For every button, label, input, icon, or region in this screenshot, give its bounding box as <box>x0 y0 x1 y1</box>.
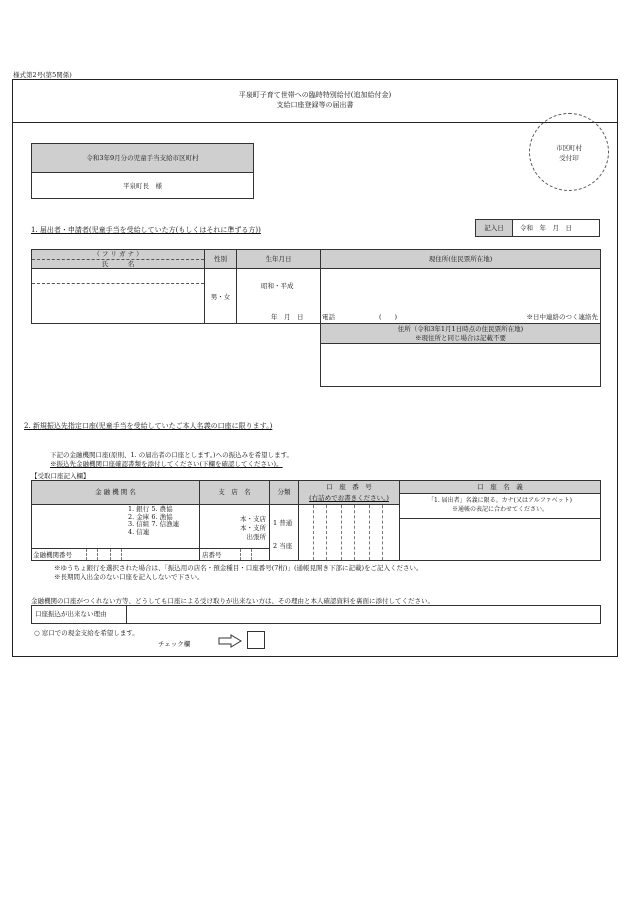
prev-address-header <box>320 323 601 344</box>
bank-option-2: 2. 金庫 6. 漁協 <box>128 512 173 521</box>
account-holder-field[interactable] <box>399 518 601 561</box>
bank-code-field[interactable] <box>31 548 200 561</box>
branch-option-1: 本・支店 <box>240 515 266 523</box>
holder-note2: ※通帳の表記に合わせてください。 <box>451 506 548 513</box>
account-number-note: (右詰めでお書きください。) <box>309 494 389 502</box>
name-header-cell <box>31 249 205 269</box>
holder-header: 口 座 名 義 <box>399 480 601 494</box>
bank-type-options <box>128 506 179 536</box>
branch-type-options <box>240 515 266 542</box>
account-number-header <box>298 480 400 505</box>
furigana-label: （ フ リ ガ ナ ） <box>32 250 204 260</box>
bank-option-4: 4. 信連 <box>128 527 150 536</box>
branch-code-field[interactable] <box>199 548 270 561</box>
phone-note: ※日中連絡のつく連絡先 <box>526 313 598 321</box>
branch-option-3: 出張所 <box>246 533 266 541</box>
address-header: 現住所(住民票所在地) <box>320 249 601 269</box>
section2-title: 2. 新規振込先指定口座(児童手当を受給していたご本人名義の口座に限ります。) <box>24 422 273 430</box>
entry-date-field[interactable]: 令和 年 月 日 <box>520 224 572 232</box>
bank-name-header: 金 融 機 関 名 <box>31 480 200 505</box>
no-account-intro: 金融機関の口座がつくれない方等、どうしても口座による受け取りが出来ない方は、その理由と本人確認資料を裏面に添付してください。 <box>31 597 434 605</box>
type-option-2: 2 当座 <box>273 542 293 550</box>
addressee-box <box>31 143 254 199</box>
section1-title: 1. 届出者・申請者(児童手当を受給していた方(もしくはそれに準ずる方)) <box>31 226 261 234</box>
bank-option-1: 1. 銀行 5. 農協 <box>128 505 173 513</box>
era-options: 昭和・平成 <box>261 282 294 290</box>
prev-address-label: 住所（令和3年1月1日時点の住民票所在地) <box>397 325 524 333</box>
no-account-reason-field[interactable] <box>127 606 600 623</box>
account-number-field[interactable] <box>298 504 400 561</box>
cash-option-text: ○ 窓口での現金支給を希望します。 <box>34 629 139 637</box>
form-number-label: 様式第2号(第5関係) <box>13 71 72 79</box>
name-field[interactable] <box>31 268 205 324</box>
holder-note-cell <box>399 493 601 519</box>
branch-code-label: 店番号 <box>202 551 222 559</box>
dormant-account-note: ※長期間入出金のない口座を記入しないで下さい。 <box>54 573 204 581</box>
addressee-header: 令和3年9月分の児童手当支給市区町村 <box>32 144 253 173</box>
form-title <box>12 79 618 123</box>
phone-field[interactable]: ( ) <box>379 313 398 321</box>
arrow-right-icon <box>218 634 242 648</box>
branch-field[interactable] <box>199 504 270 549</box>
section2-intro: 下記の金融機関口座(原則、1. の届出者の口座とします。)への振込みを希望します。 <box>50 451 294 459</box>
sex-field[interactable]: 男・女 <box>204 268 237 324</box>
stamp-line1: 市区町村 <box>556 144 582 152</box>
sex-header: 性別 <box>204 249 237 269</box>
check-label: チェック欄 <box>158 640 191 648</box>
type-option-1: 1 普通 <box>273 519 293 527</box>
type-header: 分類 <box>269 480 299 505</box>
stamp-line2: 受付印 <box>559 154 579 162</box>
prev-address-field[interactable] <box>320 343 601 387</box>
no-account-reason-label: 口座振込が出来ない理由 <box>32 606 127 623</box>
address-field[interactable] <box>320 268 601 324</box>
form-title-line1: 平泉町子育て世帯への臨時特別給付(追加給付金) <box>238 91 392 99</box>
receipt-account-label: 【受取口座記入欄】 <box>31 472 90 480</box>
cash-check-box[interactable] <box>247 631 265 649</box>
addressee-name: 平泉町長 様 <box>123 182 162 190</box>
bank-option-3: 3. 信組 7. 信漁連 <box>128 520 180 528</box>
name-label: 氏 名 <box>101 260 135 268</box>
branch-header: 支 店 名 <box>199 480 270 505</box>
bank-name-field[interactable] <box>31 504 200 549</box>
holder-note1: 「1. 届出者」名義に限る。カナ(又はアルファベット) <box>428 497 572 504</box>
account-type-field[interactable] <box>269 504 299 561</box>
birth-ymd: 年 月 日 <box>271 313 304 321</box>
section2-attach-note: ※振込先金融機関口座確認書類を添付してください(下欄を確認してください)。 <box>50 460 283 468</box>
entry-date-label: 記入日 <box>476 220 513 236</box>
bank-code-label: 金融機関番号 <box>33 551 72 559</box>
birth-field[interactable] <box>236 268 321 324</box>
entry-date-box <box>475 219 600 237</box>
birth-header: 生年月日 <box>236 249 321 269</box>
bank-account-table <box>31 480 601 561</box>
applicant-table <box>31 249 601 324</box>
no-account-reason-row <box>31 605 601 624</box>
branch-option-2: 本・支所 <box>240 524 266 532</box>
phone-label: 電話 <box>322 313 335 321</box>
form-title-line2: 支給口座登録等の届出書 <box>276 101 354 109</box>
account-number-label: 口 座 番 号 <box>326 483 372 491</box>
prev-address-note: ※現住所と同じ場合は記載不要 <box>415 334 506 342</box>
reception-stamp-area <box>529 113 609 191</box>
yucho-note: ※ゆうちょ銀行を選択された場合は、「振込用の店名・預金種目・口座番号(7桁)」(通帳見開き下部に記載)をご記入ください。 <box>54 564 423 572</box>
